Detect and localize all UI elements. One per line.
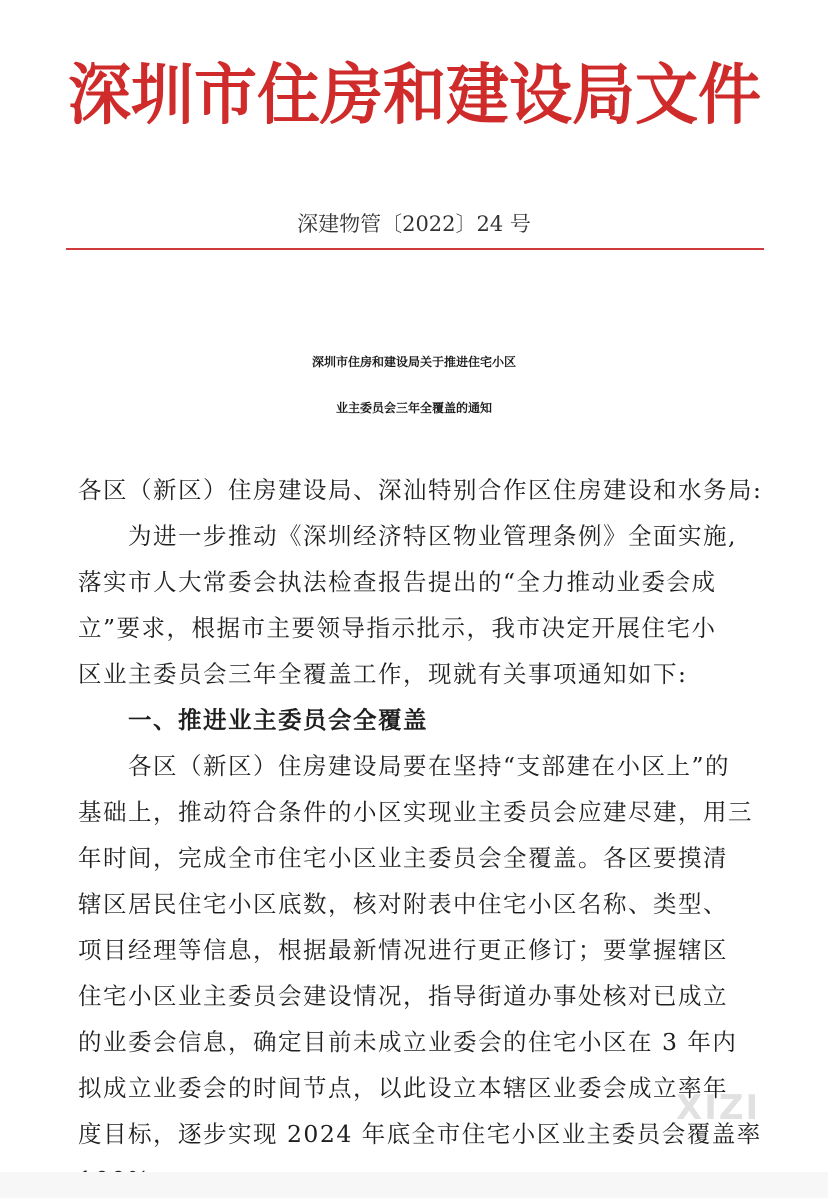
body-line: 立”要求，根据市主要领导指示批示，我市决定开展住宅小 — [78, 614, 717, 642]
body-line: 区业主委员会三年全覆盖工作，现就有关事项通知如下: — [78, 660, 688, 688]
body-line: 的业委会信息，确定目前未成立业委会的住宅小区在 3 年内 — [78, 1028, 738, 1056]
body-line: 度目标，逐步实现 2024 年底全市住宅小区业主委员会覆盖率 — [78, 1120, 762, 1148]
watermark-logo: XIZI — [676, 1088, 761, 1128]
body-line: 辖区居民住宅小区底数，核对附表中住宅小区名称、类型、 — [78, 890, 728, 918]
notice-title-line-1: 深圳市住房和建设局关于推进住宅小区 — [311, 355, 516, 369]
section-heading: 一、推进业主委员会全覆盖 — [128, 706, 428, 734]
body-line: 年时间，完成全市住宅小区业主委员会全覆盖。各区要摸清 — [78, 844, 728, 872]
notice-title-line-2: 业主委员会三年全覆盖的通知 — [335, 401, 492, 415]
body-line: 落实市人大常委会执法检查报告提出的“全力推动业委会成 — [78, 568, 717, 596]
salutation-line: 各区（新区）住房建设局、深汕特别合作区住房建设和水务局: — [78, 476, 763, 504]
body-line: 拟成立业委会的时间节点，以此设立本辖区业委会成立率年 — [78, 1074, 728, 1102]
body-line: 为进一步推动《深圳经济特区物业管理条例》全面实施, — [128, 522, 737, 550]
body-line: 项目经理等信息，根据最新情况进行更正修订；要掌握辖区 — [78, 936, 728, 964]
masthead: 深圳市住房和建设局文件 — [68, 55, 761, 134]
body-line: 住宅小区业主委员会建设情况，指导街道办事处核对已成立 — [78, 982, 728, 1010]
document-number: 深建物管〔2022〕24 号 — [297, 212, 531, 236]
red-divider — [66, 248, 764, 250]
body-line: 基础上，推动符合条件的小区实现业主委员会应建尽建，用三 — [78, 798, 753, 826]
bottom-edge — [0, 1172, 828, 1198]
body-line: 各区（新区）住房建设局要在坚持“支部建在小区上”的 — [128, 752, 731, 780]
